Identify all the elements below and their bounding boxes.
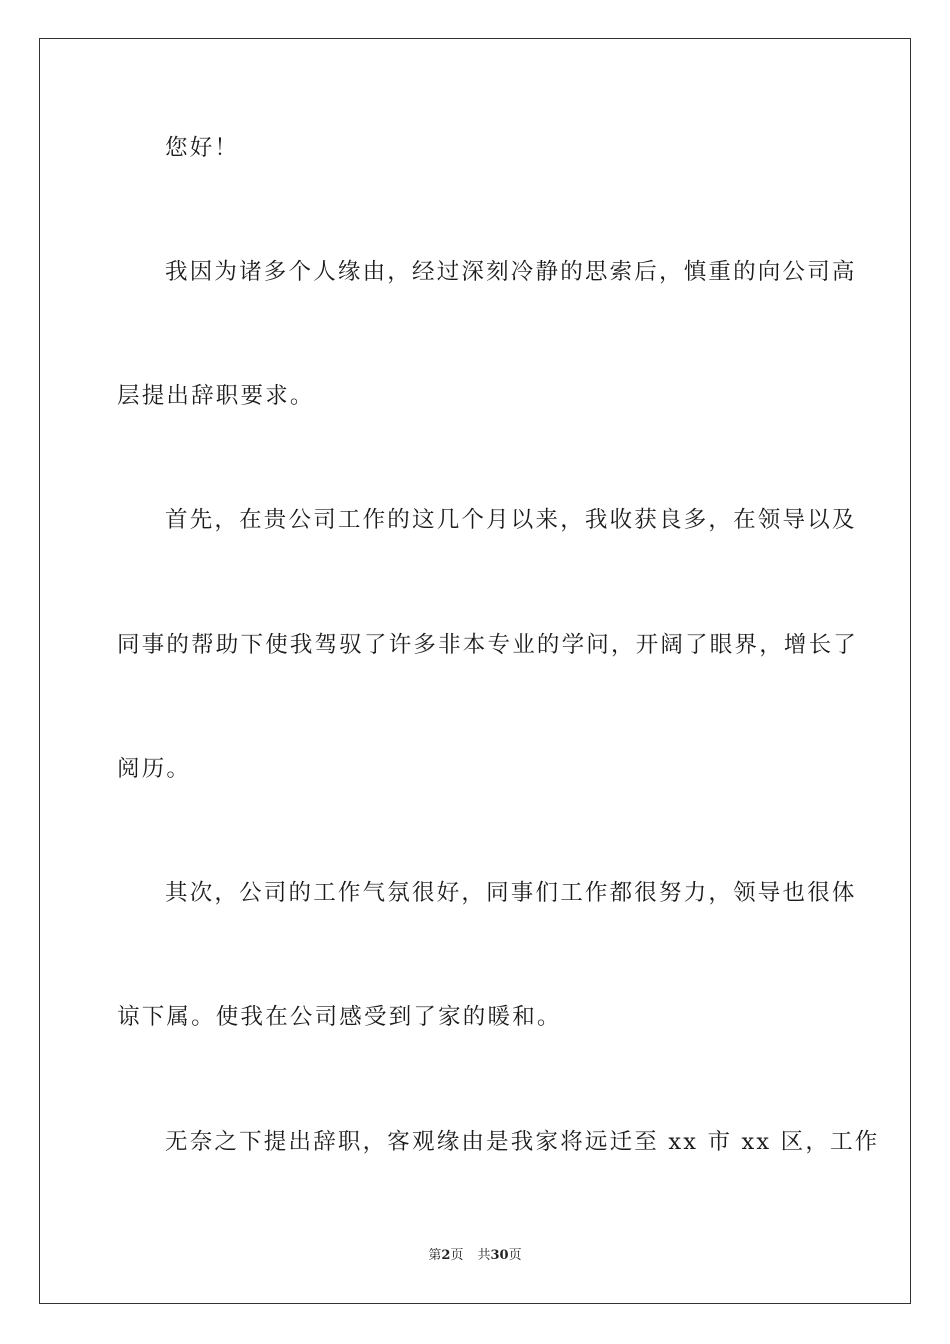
total-suffix: 页 bbox=[508, 1248, 522, 1263]
total-pages: 30 bbox=[490, 1248, 509, 1263]
paragraph-3-line-2: 谅下属。使我在公司感受到了家的暖和。 bbox=[117, 1004, 562, 1030]
paragraph-2-line-2: 同事的帮助下使我驾驭了许多非本专业的学问，开阔了眼界，增长了 bbox=[117, 632, 859, 658]
paragraph-1-line-1: 我因为诸多个人缘由，经过深刻冷静的思索后，慎重的向公司高 bbox=[165, 259, 857, 285]
greeting-line: 您好！ bbox=[165, 135, 240, 161]
page-number: 2 bbox=[441, 1248, 451, 1263]
paragraph-1-line-2: 层提出辞职要求。 bbox=[117, 383, 315, 409]
paragraph-2-line-1: 首先，在贵公司工作的这几个月以来，我收获良多，在领导以及 bbox=[165, 507, 857, 533]
page-prefix: 第 bbox=[428, 1248, 442, 1263]
paragraph-3-line-1: 其次，公司的工作气氛很好，同事们工作都很努力，领导也很体 bbox=[165, 880, 857, 906]
page-suffix: 页 bbox=[450, 1248, 464, 1263]
page-frame bbox=[39, 38, 911, 1304]
total-prefix: 共 bbox=[477, 1248, 491, 1263]
paragraph-2-line-3: 阅历。 bbox=[117, 756, 192, 782]
page-footer bbox=[0, 1247, 950, 1265]
paragraph-4-line-1: 无奈之下提出辞职，客观缘由是我家将远迁至 xx 市 xx 区，工作 bbox=[165, 1129, 880, 1155]
